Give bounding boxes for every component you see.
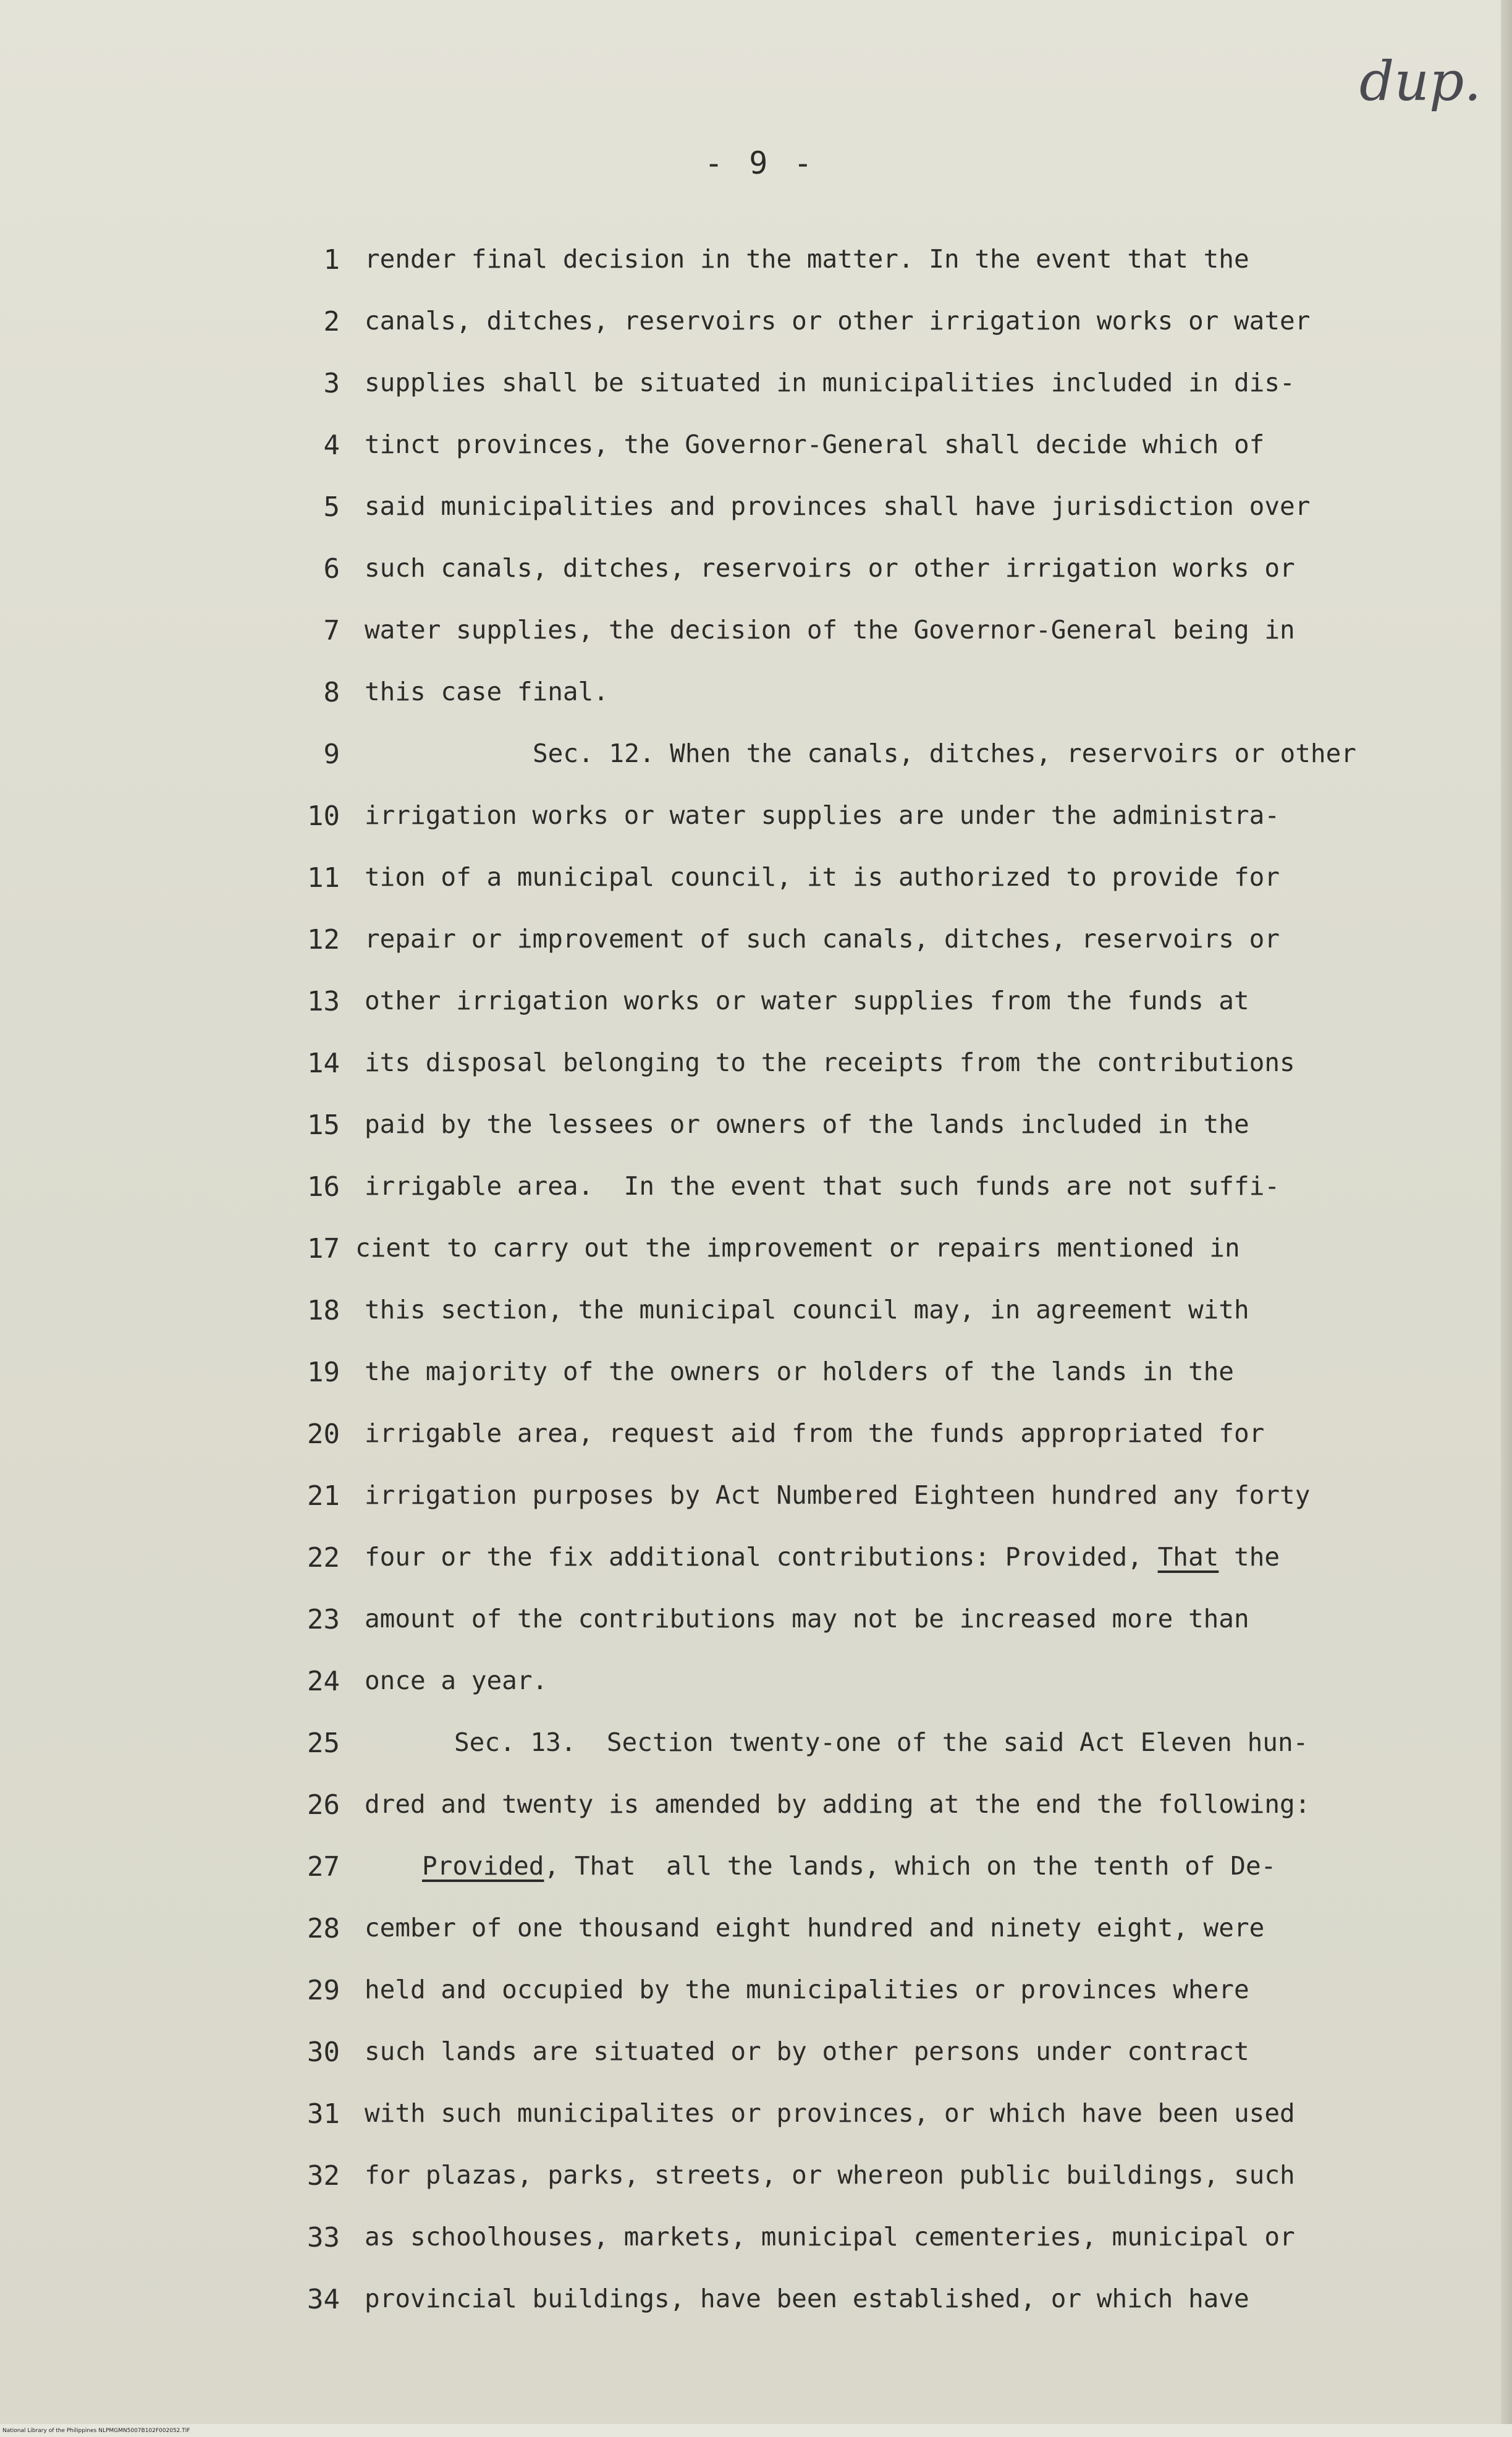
text-line xyxy=(0,1907,1495,1950)
line-number: 28 xyxy=(307,1913,340,1944)
line-text: provincial buildings, have been established, or which have xyxy=(365,2284,1249,2313)
underlined-word: That xyxy=(1157,1542,1219,1572)
line-number: 16 xyxy=(307,1171,340,1203)
page-number: - 9 - xyxy=(704,145,816,181)
text-line xyxy=(0,2154,1495,2197)
line-number: 27 xyxy=(307,1851,340,1883)
text-line xyxy=(0,1227,1495,1270)
text-line xyxy=(0,238,1495,281)
archive-footer: National Library of the Philippines NLPMGMN5007B102F002052.TIF xyxy=(2,2428,190,2434)
line-text: tion of a municipal council, it is authorized to provide for xyxy=(365,862,1280,892)
line-text: the majority of the owners or holders of the lands in the xyxy=(365,1357,1234,1386)
line-number: 2 xyxy=(323,306,340,337)
line-number: 4 xyxy=(323,430,340,461)
text-line xyxy=(0,794,1495,837)
line-text: repair or improvement of such canals, ditches, reservoirs or xyxy=(365,924,1280,954)
line-number: 20 xyxy=(307,1418,340,1450)
page-edge xyxy=(1501,0,1512,2437)
line-number: 24 xyxy=(307,1666,340,1697)
text-line xyxy=(0,547,1495,590)
text-line xyxy=(0,1783,1495,1826)
line-number: 10 xyxy=(307,800,340,832)
line-text: irrigation purposes by Act Numbered Eighteen hundred any forty xyxy=(365,1480,1311,1510)
text-line xyxy=(0,918,1495,961)
text-line xyxy=(0,1474,1495,1517)
line-text: irrigable area, request aid from the funds appropriated for xyxy=(365,1418,1265,1448)
line-text: as schoolhouses, markets, municipal cementeries, municipal or xyxy=(365,2222,1295,2252)
line-text: with such municipalites or provinces, or which have been used xyxy=(365,2098,1295,2128)
line-number: 22 xyxy=(307,1542,340,1574)
line-text xyxy=(365,1542,1280,1572)
line-text: for plazas, parks, streets, or whereon public buildings, such xyxy=(365,2160,1295,2190)
line-number: 7 xyxy=(323,615,340,646)
line-text xyxy=(422,1851,1276,1881)
text-line xyxy=(0,2278,1495,2321)
text-line xyxy=(0,1041,1495,1085)
line-text: Sec. 12. When the canals, ditches, reservoirs or other xyxy=(533,739,1356,768)
line-text: render final decision in the matter. In the event that the xyxy=(365,244,1249,274)
line-number: 3 xyxy=(323,368,340,399)
text-line xyxy=(0,2216,1495,2259)
text-line xyxy=(0,423,1495,467)
line-number: 5 xyxy=(323,491,340,523)
handwritten-annotation: dup. xyxy=(1359,49,1482,113)
text-line xyxy=(0,1412,1495,1456)
line-text: once a year. xyxy=(365,1666,548,1695)
text-line xyxy=(0,1350,1495,1394)
text-line xyxy=(0,362,1495,405)
line-text: such lands are situated or by other persons under contract xyxy=(365,2036,1249,2066)
text-line xyxy=(0,609,1495,652)
text-line xyxy=(0,1536,1495,1579)
text-line xyxy=(0,1721,1495,1765)
line-text: cember of one thousand eight hundred and ninety eight, were xyxy=(365,1913,1265,1943)
line-number: 12 xyxy=(307,924,340,956)
line-number: 13 xyxy=(307,986,340,1017)
line-number: 25 xyxy=(307,1727,340,1759)
line-number: 19 xyxy=(307,1357,340,1388)
line-number: 1 xyxy=(323,244,340,276)
line-text: held and occupied by the municipalities or provinces where xyxy=(365,1975,1249,2004)
line-text: its disposal belonging to the receipts from the contributions xyxy=(365,1048,1295,1077)
line-number: 23 xyxy=(307,1604,340,1635)
line-number: 9 xyxy=(323,739,340,770)
text-segment: four or the fix additional contributions: Provided, xyxy=(365,1542,1158,1572)
line-number: 14 xyxy=(307,1048,340,1079)
line-text: paid by the lessees or owners of the lands included in the xyxy=(365,1109,1249,1139)
text-line xyxy=(0,1289,1495,1332)
line-number: 26 xyxy=(307,1789,340,1821)
line-number: 33 xyxy=(307,2222,340,2253)
footer-strip xyxy=(0,2424,1512,2437)
line-number: 17 xyxy=(307,1233,340,1265)
line-text: such canals, ditches, reservoirs or other irrigation works or xyxy=(365,553,1295,583)
text-line xyxy=(0,1969,1495,2012)
line-text: other irrigation works or water supplies from the funds at xyxy=(365,986,1249,1015)
text-line xyxy=(0,2030,1495,2074)
line-text: irrigable area. In the event that such funds are not suffi- xyxy=(365,1171,1280,1201)
text-line xyxy=(0,671,1495,714)
line-number: 30 xyxy=(307,2036,340,2068)
text-segment: , That all the lands, which on the tenth of De- xyxy=(544,1851,1277,1881)
text-line xyxy=(0,485,1495,528)
text-line xyxy=(0,300,1495,343)
line-number: 31 xyxy=(307,2098,340,2130)
line-number: 34 xyxy=(307,2284,340,2315)
line-number: 6 xyxy=(323,553,340,585)
line-text: water supplies, the decision of the Governor-General being in xyxy=(365,615,1295,645)
line-number: 11 xyxy=(307,862,340,894)
text-line xyxy=(0,856,1495,899)
text-segment: the xyxy=(1218,1542,1280,1572)
text-line xyxy=(0,732,1495,776)
line-text: supplies shall be situated in municipalities included in dis- xyxy=(365,368,1295,397)
line-text: said municipalities and provinces shall have jurisdiction over xyxy=(365,491,1311,521)
text-line xyxy=(0,2092,1495,2135)
text-line xyxy=(0,1103,1495,1146)
text-line xyxy=(0,1845,1495,1888)
line-number: 8 xyxy=(323,677,340,708)
line-text: cient to carry out the improvement or repairs mentioned in xyxy=(355,1233,1240,1263)
text-line xyxy=(0,1598,1495,1641)
line-text: this case final. xyxy=(365,677,609,706)
line-text: irrigation works or water supplies are under the administra- xyxy=(365,800,1280,830)
line-number: 15 xyxy=(307,1109,340,1141)
text-line xyxy=(0,1659,1495,1703)
line-number: 29 xyxy=(307,1975,340,2006)
text-line xyxy=(0,1165,1495,1208)
line-text: tinct provinces, the Governor-General shall decide which of xyxy=(365,430,1265,459)
line-number: 32 xyxy=(307,2160,340,2192)
line-number: 21 xyxy=(307,1480,340,1512)
underlined-word: Provided xyxy=(422,1851,544,1881)
line-text: Sec. 13. Section twenty-one of the said Act Eleven hun- xyxy=(454,1727,1309,1757)
line-number: 18 xyxy=(307,1295,340,1326)
line-text: amount of the contributions may not be increased more than xyxy=(365,1604,1249,1634)
line-text: canals, ditches, reservoirs or other irrigation works or water xyxy=(365,306,1311,336)
line-text: this section, the municipal council may, in agreement with xyxy=(365,1295,1249,1324)
line-text: dred and twenty is amended by adding at the end the following: xyxy=(365,1789,1311,1819)
text-line xyxy=(0,980,1495,1023)
